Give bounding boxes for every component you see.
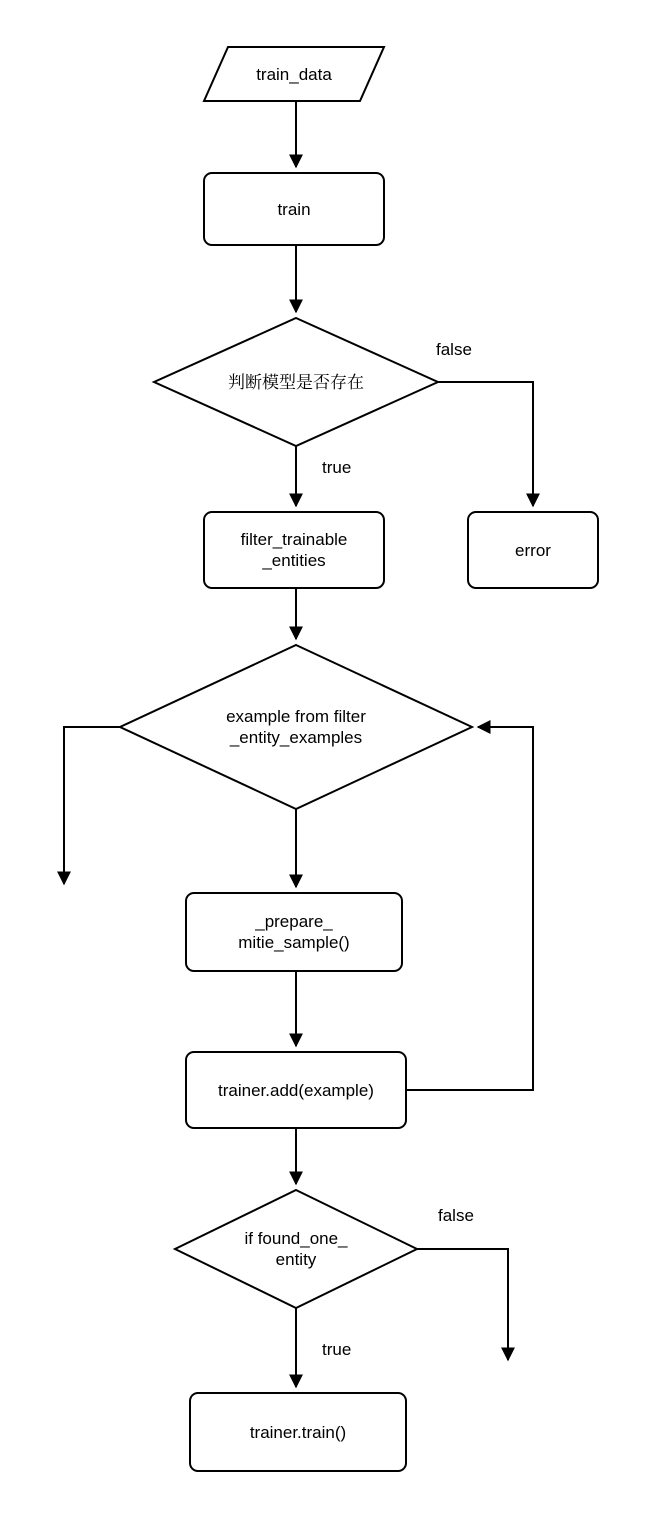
node-trainer-add-label: trainer.add(example) bbox=[218, 1080, 374, 1100]
edge-label-found-one-entity-true: true bbox=[322, 1340, 352, 1359]
node-example-loop-shape[interactable] bbox=[120, 645, 472, 809]
edge-label-found-one-entity-false: false bbox=[438, 1206, 474, 1225]
node-prepare-sample-label: _prepare_ mitie_sample() bbox=[238, 912, 350, 952]
node-train-shape[interactable] bbox=[204, 173, 384, 245]
node-model-exists-label: 判断模型是否存在 bbox=[228, 372, 364, 392]
node-model-exists-shape[interactable] bbox=[154, 318, 438, 446]
node-trainer-add-shape[interactable] bbox=[186, 1052, 406, 1128]
edge-trainer-add-back-to-example-loop bbox=[406, 727, 533, 1090]
node-found-one-entity-shape[interactable] bbox=[175, 1190, 417, 1308]
node-trainer-train-shape[interactable] bbox=[190, 1393, 406, 1471]
node-prepare-sample-shape[interactable] bbox=[186, 893, 402, 971]
edge-example-loop-exit bbox=[64, 727, 120, 884]
edge-found-one-entity-false-exit bbox=[417, 1249, 508, 1360]
node-train-data-shape[interactable] bbox=[204, 47, 384, 101]
node-error-label: error bbox=[515, 540, 551, 560]
node-filter-trainable-label: filter_trainable _entities bbox=[240, 530, 348, 570]
edge-label-model-exists-true: true bbox=[322, 458, 352, 477]
node-trainer-train-label: trainer.train() bbox=[249, 1422, 347, 1442]
edge-model-exists-false-to-error bbox=[438, 382, 533, 506]
node-train-data-label: train_data bbox=[256, 64, 332, 84]
node-example-loop-label: example from filter _entity_examples bbox=[226, 707, 366, 747]
node-error-shape[interactable] bbox=[468, 512, 598, 588]
node-filter-trainable-shape[interactable] bbox=[204, 512, 384, 588]
edge-label-model-exists-false: false bbox=[436, 340, 472, 359]
node-train-label: train bbox=[277, 199, 311, 219]
node-found-one-entity-label: if found_one_ entity bbox=[244, 1229, 348, 1269]
